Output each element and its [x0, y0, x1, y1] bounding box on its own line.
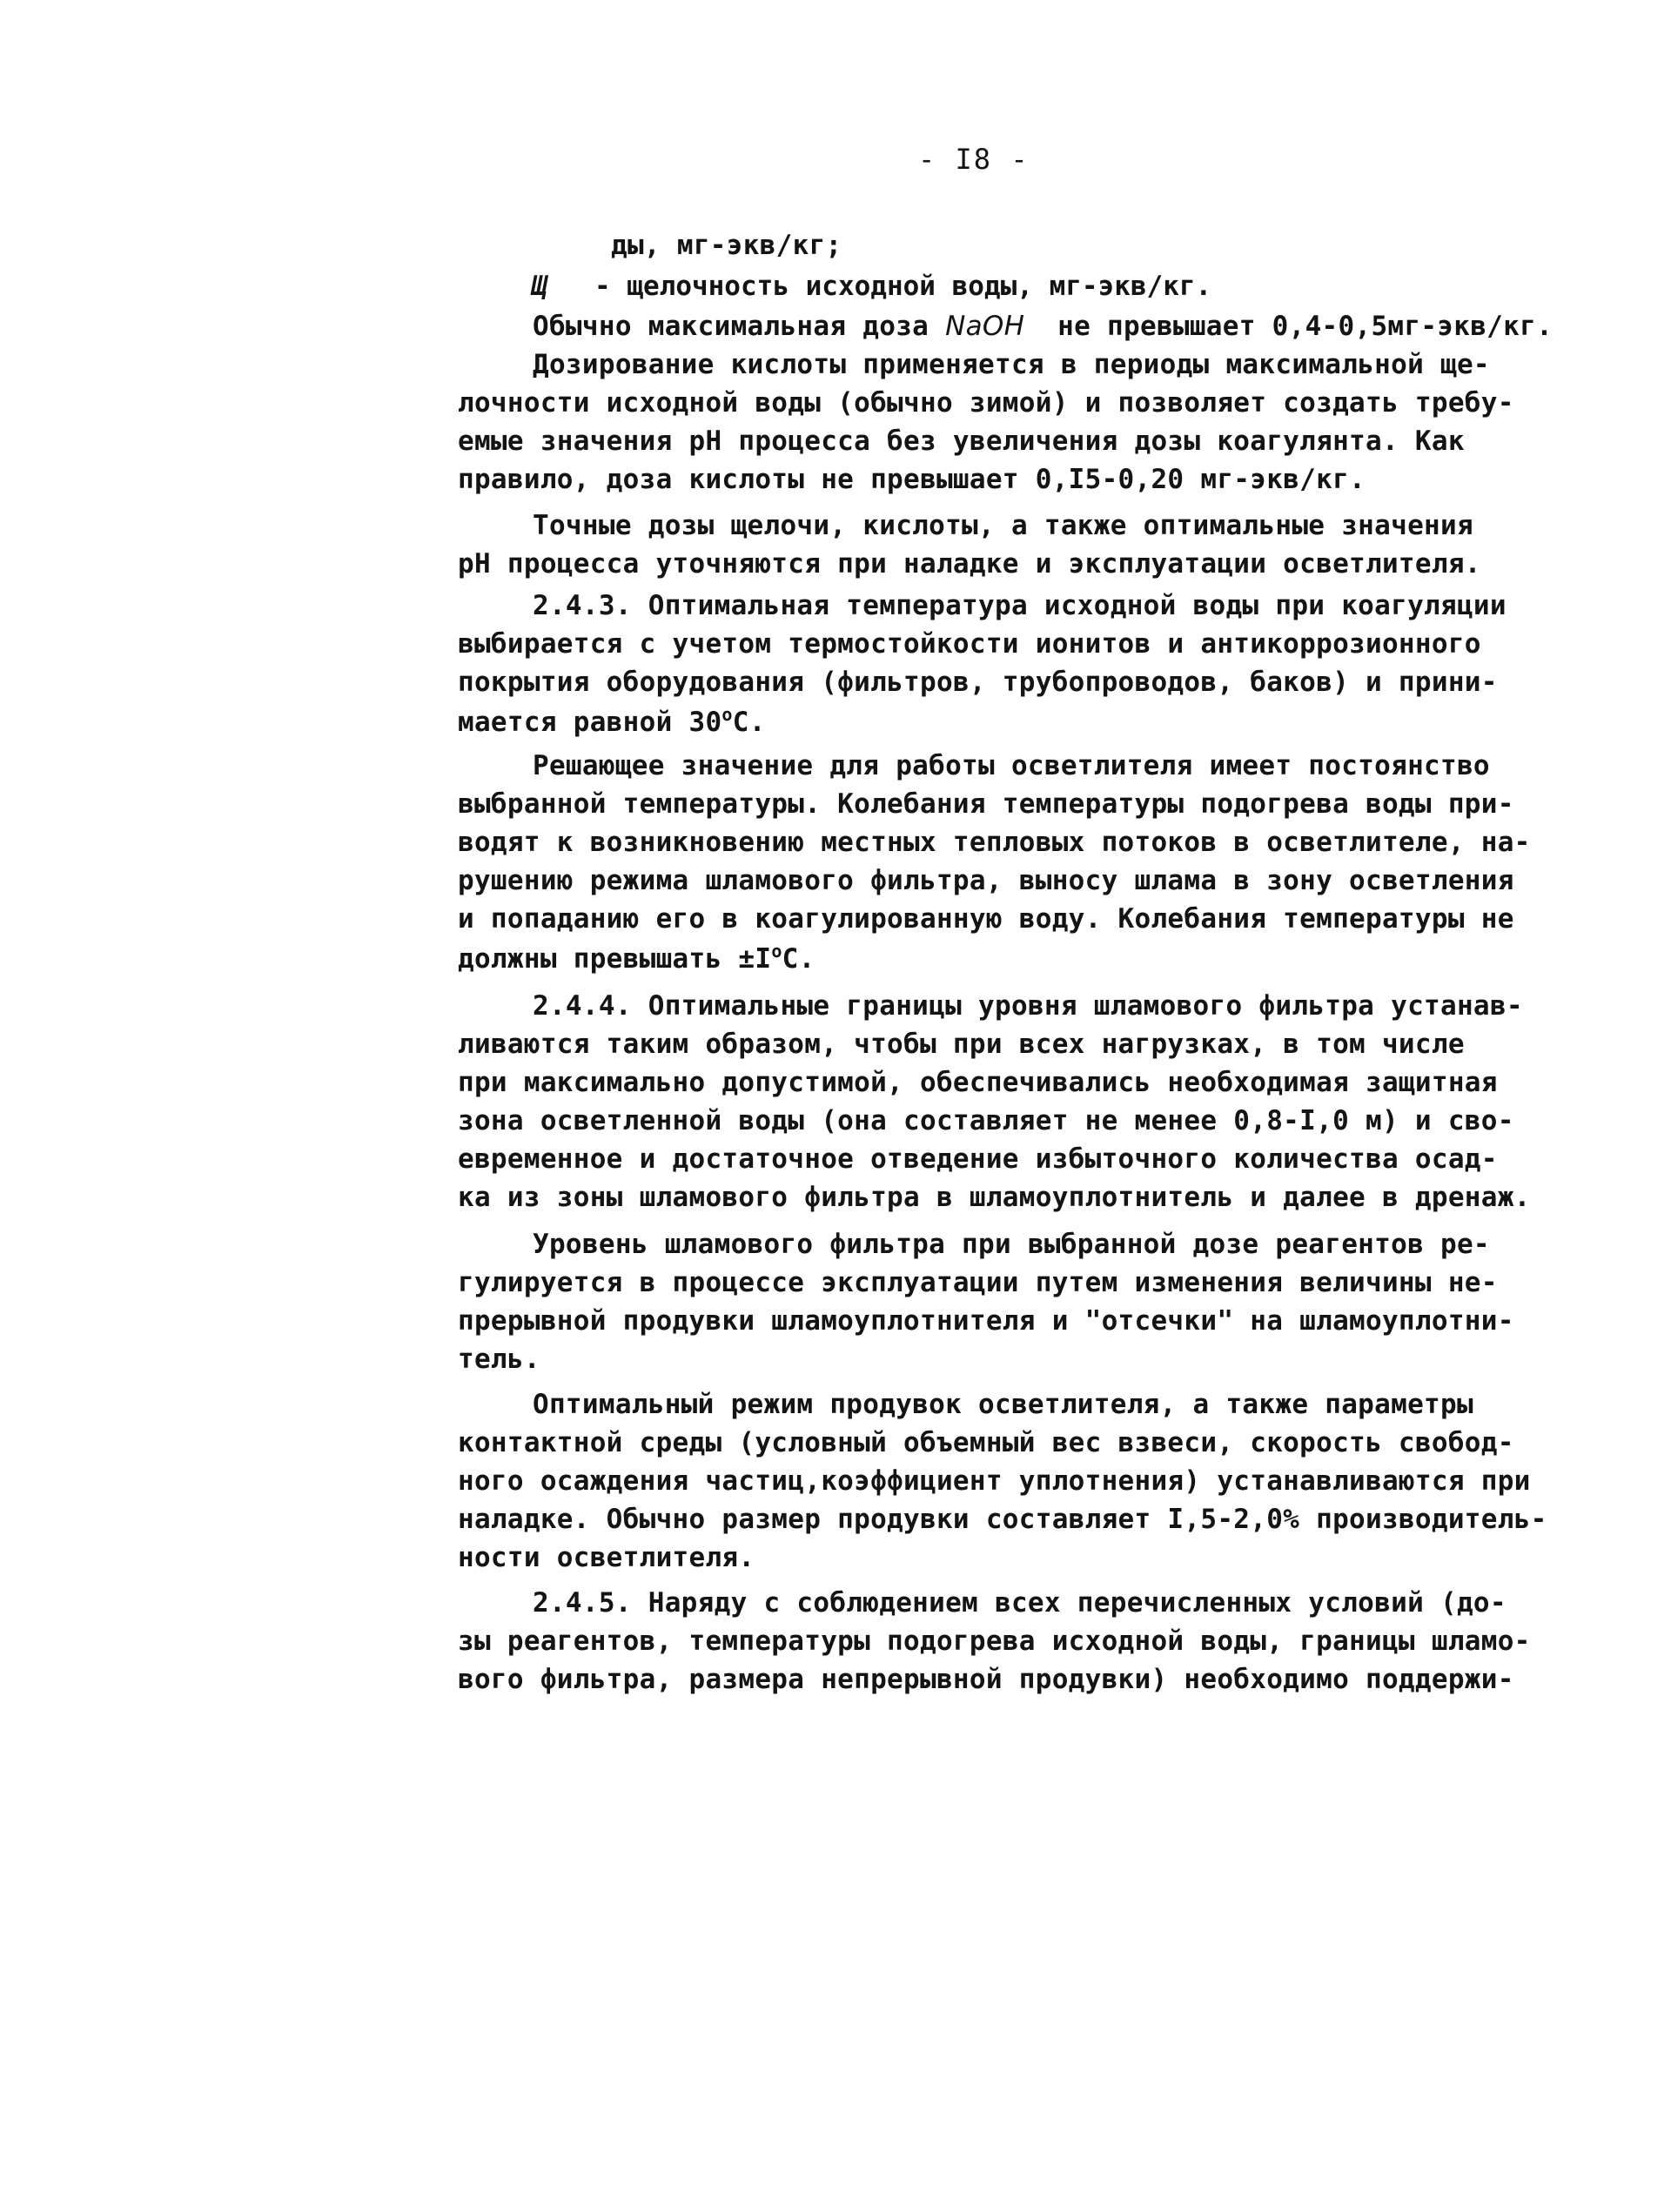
degree-sign: о: [721, 704, 733, 725]
paragraph-line: лочности исходной воды (обычно зимой) и позволяет создать требу-: [458, 387, 1514, 419]
paragraph-line: Дозирование кислоты применяется в периоды максимальной ще-: [533, 349, 1490, 380]
text-run: должны превышать ±I: [458, 943, 772, 975]
paragraph-line: Точные дозы щелочи, кислоты, а также оптимальные значения: [533, 510, 1473, 541]
paragraph-line: ка из зоны шламового фильтра в шламоуплотнитель и далее в дренаж.: [458, 1182, 1531, 1213]
paragraph-line: покрытия оборудования (фильтров, трубопроводов, баков) и прини-: [458, 667, 1498, 698]
paragraph-line: гулируется в процессе эксплуатации путем изменения величины не-: [458, 1267, 1498, 1298]
paragraph-line: при максимально допустимой, обеспечивались необходимая защитная: [458, 1067, 1498, 1098]
paragraph-line: [533, 307, 1553, 345]
section-heading-line: 2.4.4. Оптимальные границы уровня шламового фильтра устанав-: [533, 990, 1523, 1022]
paragraph-line: евременное и достаточное отведение избыточного количества осад-: [458, 1143, 1498, 1175]
text-run: мается равной 30: [458, 707, 722, 738]
text-run: С.: [732, 707, 766, 738]
paragraph-line: прерывной продувки шламоуплотнителя и "отсечки" на шламоуплотни-: [458, 1305, 1514, 1337]
paragraph-line: зона осветленной воды (она составляет не менее 0,8-I,0 м) и сво-: [458, 1105, 1514, 1136]
paragraph-line: емые значения рН процесса без увеличения дозы коагулянта. Как: [458, 426, 1465, 457]
paragraph-line: выбранной температуры. Колебания температуры подогрева воды при-: [458, 788, 1514, 820]
paragraph-line: зы реагентов, температуры подогрева исходной воды, границы шламо-: [458, 1625, 1531, 1657]
paragraph-line: ливаются таким образом, чтобы при всех нагрузках, в том числе: [458, 1029, 1465, 1060]
definition-line: ды, мг-экв/кг;: [611, 230, 842, 261]
paragraph-line: Оптимальный режим продувок осветлителя, а также параметры: [533, 1389, 1473, 1420]
symbol-alkalinity: Щ: [531, 271, 547, 302]
definition-line: - щелочность исходной воды, мг-экв/кг.: [594, 271, 1212, 302]
paragraph-line: и попаданию его в коагулированную воду. Колебания температуры не: [458, 903, 1514, 935]
text-run: Обычно максимальная доза: [533, 311, 946, 342]
section-heading-line: 2.4.3. Оптимальная температура исходной воды при коагуляции: [533, 590, 1507, 621]
paragraph-line: [458, 703, 766, 741]
paragraph-line: наладке. Обычно размер продувки составляет I,5-2,0% производитель-: [458, 1504, 1547, 1535]
paragraph-line: правило, доза кислоты не превышает 0,I5-0,20 мг-экв/кг.: [458, 464, 1366, 495]
page-number: - I8 -: [918, 143, 1030, 176]
paragraph-line: рН процесса уточняются при наладке и эксплуатации осветлителя.: [458, 548, 1481, 580]
paragraph-line: контактной среды (условный объемный вес взвеси, скорость свобод-: [458, 1427, 1514, 1458]
paragraph-line: Уровень шламового фильтра при выбранной дозе реагентов ре-: [533, 1229, 1490, 1260]
text-run: не превышает 0,4-0,5мг-экв/кг.: [1024, 311, 1554, 342]
degree-sign: о: [771, 941, 782, 962]
paragraph-line: ности осветлителя.: [458, 1542, 755, 1573]
formula-naoh: NaOH: [945, 311, 1025, 342]
paragraph-line: водят к возникновению местных тепловых потоков в осветлителе, на-: [458, 827, 1531, 858]
paragraph-line: рушению режима шламового фильтра, выносу шлама в зону осветления: [458, 865, 1514, 896]
paragraph-line: Решающее значение для работы осветлителя имеет постоянство: [533, 750, 1490, 781]
paragraph-line: выбирается с учетом термостойкости ионитов и антикоррозионного: [458, 628, 1481, 660]
paragraph-line: тель.: [458, 1344, 540, 1375]
text-run: С.: [782, 943, 815, 975]
paragraph-line: вого фильтра, размера непрерывной продувки) необходимо поддержи-: [458, 1664, 1514, 1695]
section-heading-line: 2.4.5. Наряду с соблюдением всех перечисленных условий (до-: [533, 1587, 1507, 1619]
paragraph-line: ного осаждения частиц,коэффициент уплотнения) устанавливаются при: [458, 1465, 1531, 1497]
paragraph-line: [458, 940, 815, 978]
